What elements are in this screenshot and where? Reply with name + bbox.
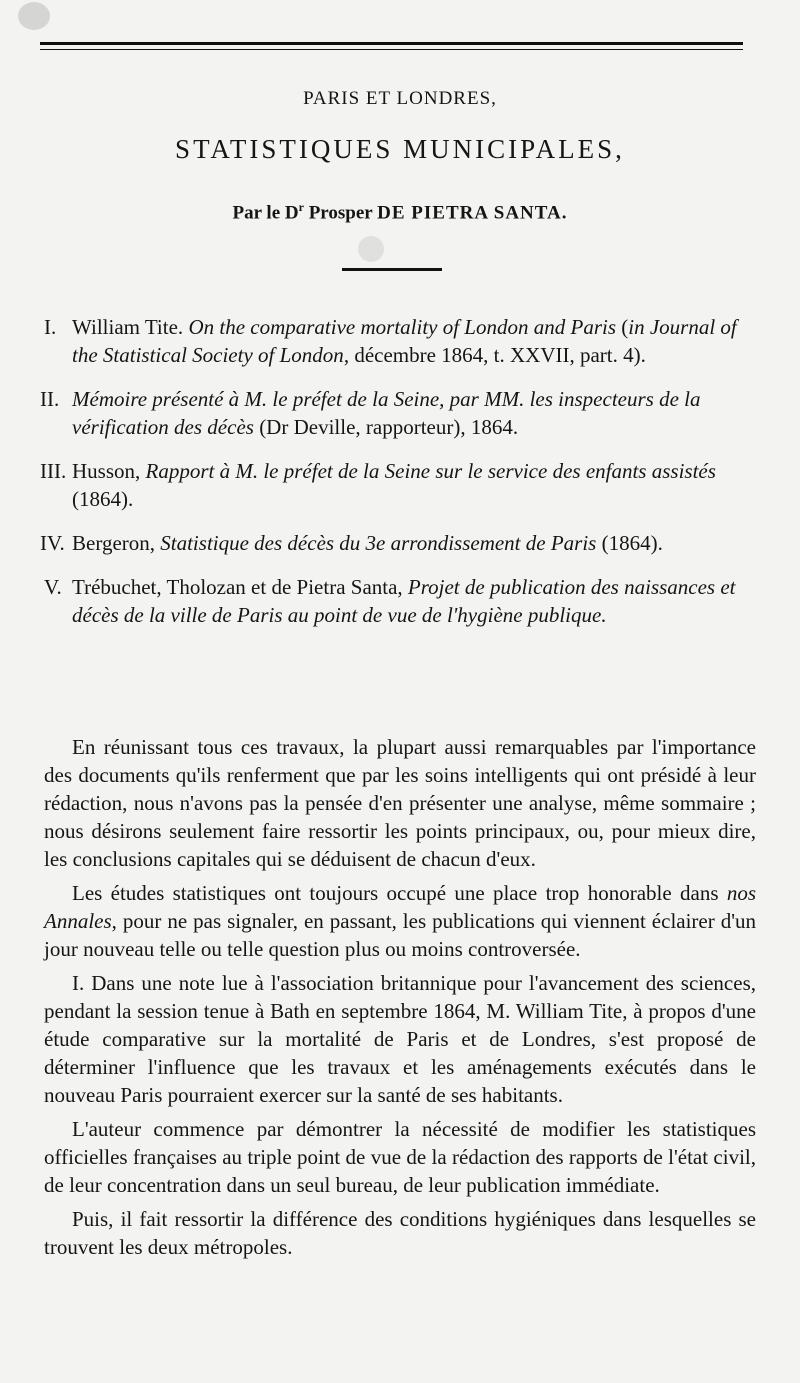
reference-list (40, 313, 756, 645)
reference-number: I. (44, 315, 57, 339)
reference-title: Statistique des décès du 3e arrondissement de Paris (160, 531, 597, 555)
reference-rest: , décembre 1864, t. XXVII, part. 4). (343, 343, 646, 367)
article-title: STATISTIQUES MUNICIPALES, (175, 134, 625, 164)
reference-rest: (1864). (72, 487, 134, 511)
header-rule-thick (40, 42, 743, 45)
byline-firstname: Prosper (303, 202, 378, 224)
byline (0, 200, 800, 224)
reference-item (40, 457, 756, 513)
byline-prefix: Par le D (232, 202, 299, 224)
paragraph: L'auteur commence par démontrer la nécessité de modifier les statistiques officielles françaises au triple point de vue de la rédaction des rapports de l'état civil, de leur concentration dans un seul bureau, de leur publication immédiate. (44, 1117, 756, 1197)
reference-item (40, 529, 756, 557)
reference-title: Mémoire présenté à M. le préfet de la Seine, par MM. les inspecteurs de la vérification des décès (72, 387, 701, 439)
reference-journal: in Journal of the Statistical Society of London (72, 315, 737, 367)
title-divider (342, 268, 442, 271)
reference-rest-open: ( (621, 315, 629, 339)
paragraph-text: Les études statistiques ont toujours occupé une place trop honorable dans (72, 881, 727, 905)
reference-title: On the comparative mortality of London and Paris (188, 315, 616, 339)
ink-smudge (18, 2, 50, 30)
byline-author: DE PIETRA SANTA. (377, 202, 568, 224)
byline-sup: r (298, 200, 304, 214)
reference-item (40, 385, 756, 441)
reference-number: IV. (40, 531, 65, 555)
header-rule-thin (40, 49, 743, 50)
reference-title: Rapport à M. le préfet de la Seine sur le service des enfants assistés (145, 459, 716, 483)
reference-author: Bergeron, (72, 531, 156, 555)
reference-rest: (Dr Deville, rapporteur), 1864. (253, 415, 519, 439)
paragraph (44, 879, 756, 963)
reference-item (44, 573, 756, 629)
paragraph: Puis, il fait ressortir la différence des conditions hygiéniques dans lesquelles se trouvent les deux métropoles. (44, 1207, 756, 1259)
reference-author: William Tite. (72, 315, 184, 339)
reference-number: III. (40, 459, 67, 483)
running-title: PARIS ET LONDRES, (303, 88, 497, 109)
reference-item (44, 313, 756, 369)
reference-number: V. (44, 575, 62, 599)
reference-author: Husson, (72, 459, 141, 483)
reference-rest: (1864). (596, 531, 663, 555)
reference-title: Projet de publication des naissances et décès de la ville de Paris au point de vue de l'hygiène publique. (72, 575, 736, 627)
journal-name: nos Annales (44, 881, 756, 933)
ink-smudge (358, 236, 384, 262)
paragraph: I. Dans une note lue à l'association britannique pour l'avancement des sciences, pendant la session tenue à Bath en septembre 1864, M. William Tite, à propos d'une étude comparative sur la mortalité de Paris et de Londres, s'est proposé de déterminer l'influence que les travaux et les aménagements exécutés dans le nouveau Paris pourraient exercer sur la santé de ses habitants. (44, 971, 756, 1107)
reference-number: II. (40, 387, 60, 411)
reference-author: Trébuchet, Tholozan et de Pietra Santa, (72, 575, 403, 599)
paragraph-text: , pour ne pas signaler, en passant, les publications qui viennent éclairer d'un jour nouveau telle ou telle question plus ou moins controversée. (44, 909, 756, 961)
paragraph: En réunissant tous ces travaux, la plupart aussi remarquables par l'importance des documents qu'ils renferment que par les soins intelligents qui ont présidé à leur rédaction, nous n'avons pas la pensée d'en présenter une analyse, même sommaire ; nous désirons seulement faire ressortir les points principaux, ou, pour mieux dire, les conclusions capitales qui se déduisent de chacun d'eux. (44, 735, 756, 871)
article-body (44, 733, 756, 1267)
